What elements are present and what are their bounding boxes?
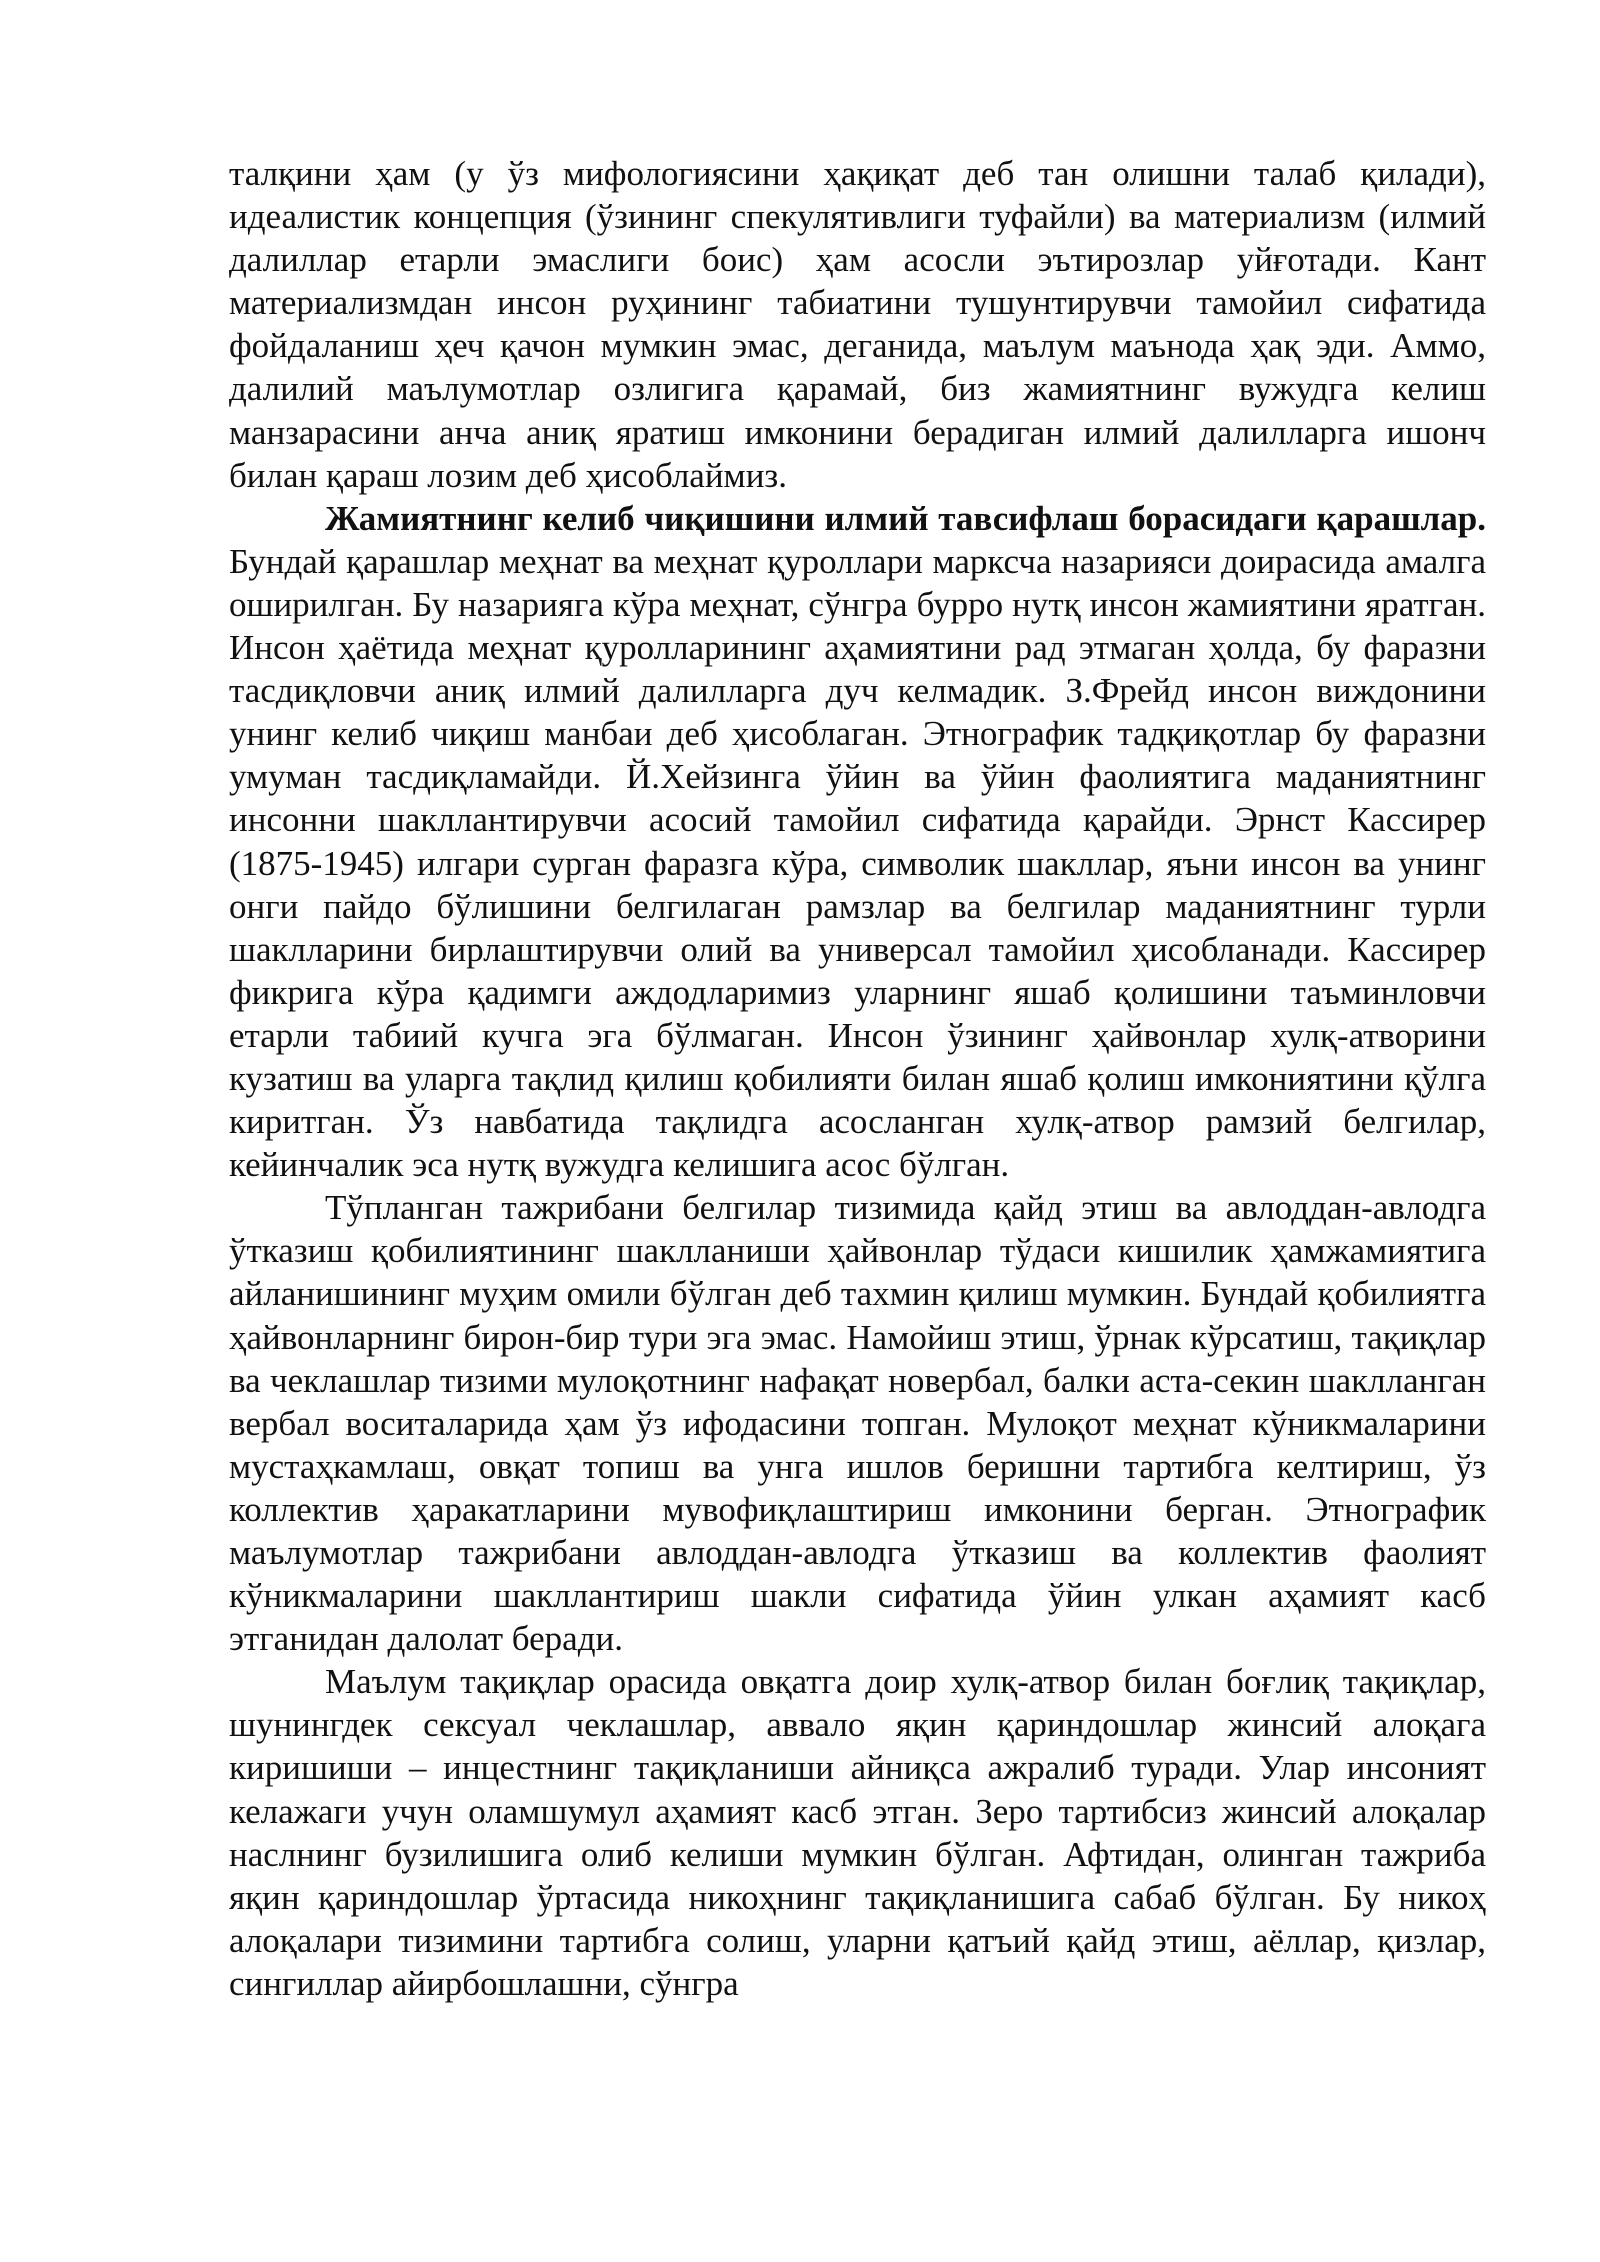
paragraph-2-text: Бундай қарашлар меҳнат ва меҳнат қуроллари марксча назарияси доирасида амалга оширилган. Бу назарияга кўра меҳнат, сўнгра бурро нутқ инсон жамиятини яратган. Инсон ҳаётида меҳнат қуролларининг аҳамиятини рад этмаган ҳолда, бу фаразни тасдиқловчи аниқ илмий далилларга дуч келмадик. З.Фрейд инсон виждонини унинг келиб чиқиш манбаи деб ҳисоблаган. Этнографик тадқиқотлар бу фаразни умуман тасдиқламайди. Й.Хейзинга ўйин ва ўйин фаолиятига маданиятнинг инсонни шакллантирувчи асосий тамойил сифатида қарайди. Эрнст Кассирер (1875-1945) илгари сурган фаразга кўра, символик шакллар, яъни инсон ва унинг онги пайдо бўлишини белгилаган рамзлар ва белгилар маданиятнинг турли шаклларини бирлаштирувчи олий ва универсал тамойил ҳисобланади. Кассирер фикрига кўра қадимги аждодларимиз уларнинг яшаб қолишини таъминловчи етарли табиий кучга эга бўлмаган. Инсон ўзининг ҳайвонлар хулқ-атворини кузатиш ва уларга тақлид қилиш қобилияти билан яшаб қолиш имкониятини қўлга киритган. Ўз навбатида тақлидга асосланган хулқ-атвор рамзий белгилар, кейинчалик эса нутқ вужудга келишига асос бўлган. [229, 541, 1486, 1185]
paragraph-3 [229, 1186, 1486, 1660]
document-page [229, 152, 1486, 2005]
paragraph-4 [229, 1660, 1486, 2005]
paragraph-2 [229, 497, 1486, 1187]
paragraph-1-text: талқини ҳам (у ўз мифологиясини ҳақиқат деб тан олишни талаб қилади), идеалистик концепция (ўзининг спекулятивлиги туфайли) ва материализм (илмий далиллар етарли эмаслиги боис) ҳам асосли эътирозлар уйғотади. Кант материализмдан инсон руҳининг табиатини тушунтирувчи тамойил сифатида фойдаланиш ҳеч қачон мумкин эмас, деганида, маълум маънода ҳақ эди. Аммо, далилий маълумотлар озлигига қарамай, биз жамиятнинг вужудга келиш манзарасини анча аниқ яратиш имконини берадиган илмий далилларга ишонч билан қараш лозим деб ҳисоблаймиз. [229, 154, 1486, 495]
section-heading: Жамиятнинг келиб чиқишини илмий тавсифлаш борасидаги қарашлар. [325, 498, 1486, 538]
paragraph-4-text: Маълум тақиқлар орасида овқатга доир хулқ-атвор билан боғлиқ тақиқлар, шунингдек сексуал чеклашлар, аввало яқин қариндошлар жинсий алоқага киришиши – инцестнинг тақиқланиши айниқса ажралиб туради. Улар инсоният келажаги учун оламшумул аҳамият касб этган. Зеро тартибсиз жинсий алоқалар наслнинг бузилишига олиб келиши мумкин бўлган. Афтидан, олинган тажриба яқин қариндошлар ўртасида никоҳнинг тақиқланишига сабаб бўлган. Бу никоҳ алоқалари тизимини тартибга солиш, уларни қатъий қайд этиш, аёллар, қизлар, сингиллар айирбошлашни, сўнгра [229, 1662, 1486, 2003]
paragraph-3-text: Тўпланган тажрибани белгилар тизимида қайд этиш ва авлоддан-авлодга ўтказиш қобилиятининг шаклланиши ҳайвонлар тўдаси кишилик ҳамжамиятига айланишининг муҳим омили бўлган деб тахмин қилиш мумкин. Бундай қобилиятга ҳайвонларнинг бирон-бир тури эга эмас. Намойиш этиш, ўрнак кўрсатиш, тақиқлар ва чеклашлар тизими мулоқотнинг нафақат новербал, балки аста-секин шаклланган вербал воситаларида ҳам ўз ифодасини топган. Мулоқот меҳнат кўникмаларини мустаҳкамлаш, овқат топиш ва унга ишлов беришни тартибга келтириш, ўз коллектив ҳаракатларини мувофиқлаштириш имконини берган. Этнографик маълумотлар тажрибани авлоддан-авлодга ўтказиш ва коллектив фаолият кўникмаларини шакллантириш шакли сифатида ўйин улкан аҳамият касб этганидан далолат беради. [229, 1188, 1486, 1659]
paragraph-1 [229, 152, 1486, 497]
